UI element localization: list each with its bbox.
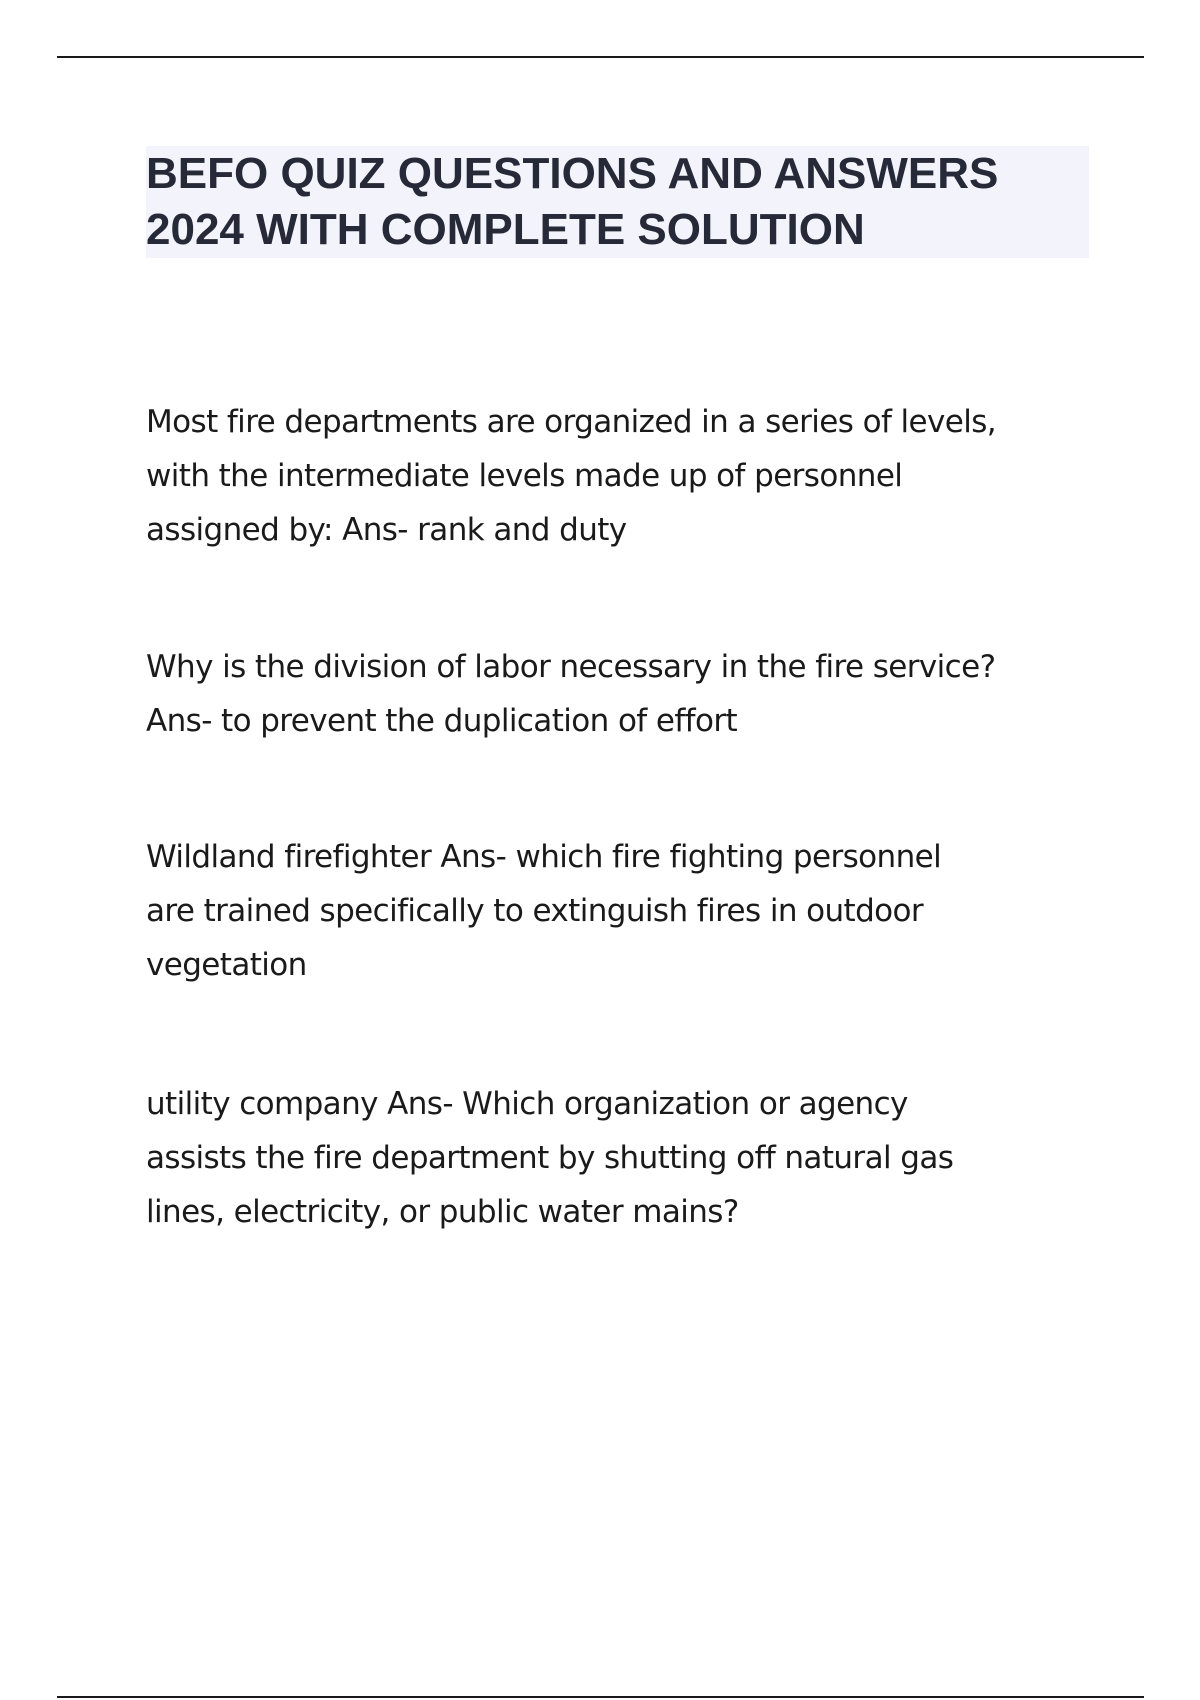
qa-item-4: utility company Ans- Which organization or agency assists the fire department by shutting off natural gas lines, electricity, or public water mains? — [146, 1086, 954, 1230]
qa-item-1: Most fire departments are organized in a series of levels, with the intermediate levels made up of personnel assigned by: Ans- rank and duty — [146, 404, 997, 548]
qa-item-2: Why is the division of labor necessary in the fire service? Ans- to prevent the duplication of effort — [146, 649, 996, 739]
footer-rule — [57, 1696, 1144, 1698]
qa-item-3: Wildland firefighter Ans- which fire fighting personnel are trained specifically to extinguish fires in outdoor vegetation — [146, 839, 942, 983]
header-rule — [57, 56, 1144, 58]
document-title: BEFO QUIZ QUESTIONS AND ANSWERS 2024 WITH COMPLETE SOLUTION — [146, 149, 999, 254]
